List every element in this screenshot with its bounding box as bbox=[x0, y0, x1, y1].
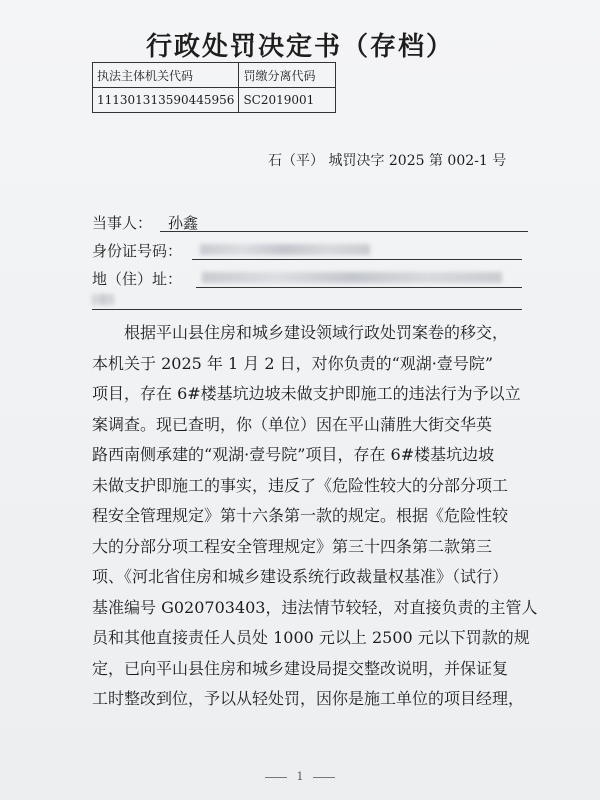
codes-header-row bbox=[93, 63, 336, 88]
redaction-blur bbox=[200, 244, 370, 255]
body-line: 根据平山县住房和城乡建设领域行政处罚案卷的移交， bbox=[124, 323, 509, 342]
body-line: 工时整改到位，予以从轻处罚，因你是施工单位的项目经理， bbox=[92, 689, 525, 708]
document-body bbox=[92, 318, 538, 715]
footer-dash-right bbox=[313, 777, 335, 778]
party-field bbox=[92, 212, 199, 233]
page-footer bbox=[0, 770, 600, 783]
body-line: 项目，存在 6#楼基坑边坡未做支护即施工的违法行为予以立 bbox=[92, 384, 521, 403]
body-line: 程安全管理规定》第十六条第一款的规定。根据《危险性较 bbox=[92, 506, 509, 525]
page-number: 1 bbox=[296, 770, 304, 783]
address-field bbox=[92, 268, 182, 289]
party-label: 当事人： bbox=[92, 214, 153, 232]
document-title: 行政处罚决定书（存档） bbox=[145, 32, 454, 62]
address-label: 地（住）址： bbox=[92, 270, 183, 288]
address-value-redacted bbox=[196, 268, 522, 288]
footer-dash-left bbox=[265, 777, 287, 778]
body-line: 大的分部分项工程安全管理规定》第三十四条第二款第三 bbox=[92, 536, 493, 556]
body-line: 路西南侧承建的“观湖·壹号院”项目，存在 6#楼基坑边坡 bbox=[92, 445, 495, 464]
codes-table bbox=[92, 62, 336, 113]
address-value-redacted-line2 bbox=[92, 290, 522, 310]
body-line: 未做支护即施工的事实，违反了《危险性较大的分部分项工 bbox=[92, 475, 509, 495]
body-line: 基准编号 G020703403，违法情节较轻，对直接负责的主管人 bbox=[92, 597, 538, 617]
separation-code: SC2019001 bbox=[239, 88, 336, 113]
id-value-redacted bbox=[192, 240, 522, 260]
body-line: 项、《河北省住房和城乡建设系统行政裁量权基准》（试行） bbox=[92, 567, 509, 586]
redaction-blur bbox=[202, 272, 502, 283]
body-line: 定，已向平山县住房和城乡建设局提交整改说明，并保证复 bbox=[92, 658, 509, 678]
id-label: 身份证号码： bbox=[92, 242, 183, 260]
codes-header-separation: 罚缴分离代码 bbox=[239, 63, 336, 88]
id-field bbox=[92, 240, 182, 261]
body-line: 员和其他直接责任人员处 1000 元以上 2500 元以下罚款的规 bbox=[92, 628, 530, 647]
body-line: 案调查。现已查明，你（单位）因在平山蒲胜大街交华英 bbox=[92, 414, 493, 434]
document-number: 石（平） 城罚决字 2025 第 002-1 号 bbox=[268, 153, 507, 169]
codes-header-agency: 执法主体机关代码 bbox=[93, 63, 239, 88]
party-value: 孙鑫 bbox=[160, 212, 528, 232]
agency-code: 111301313590445956 bbox=[93, 88, 239, 113]
codes-value-row bbox=[93, 88, 336, 113]
redaction-blur bbox=[92, 294, 114, 305]
body-line: 本机关于 2025 年 1 月 2 日，对你负责的“观湖·壹号院” bbox=[92, 353, 494, 373]
